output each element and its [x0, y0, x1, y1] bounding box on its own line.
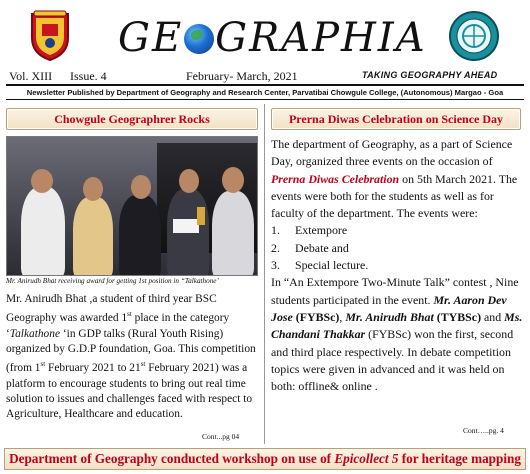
newsletter-title: GE GRAPHIA — [118, 15, 427, 61]
right-continued-note: Cont…..pg. 4 — [463, 426, 504, 435]
right-article-body: The department of Geography, as a part of Science Day, organized three events on the occasion of Prerna Diwas Celebration on 5th March 2021. The events were both for the students as well as for faculty of the department. The events were: 1. Extempore 2. Debate and 3. Special lecture. In “An Extempore Two-Minute Talk” contest , Nine students participated in the event. Mr. Aaron Dev Jose (FYBSc), Mr. Anirudh Bhat (TYBSc) and Ms. Chandani Thakkar (FYBSc) won the first, second and third place respectively. In debate competition topics were given in advanced and it was held on both: offline& online . — [271, 137, 523, 394]
footer-headline: Department of Geography conducted workshop on use of Epicollect 5 for heritage mapping — [4, 448, 526, 470]
right-section-heading: Prerna Diwas Celebration on Science Day — [271, 108, 521, 130]
events-list — [271, 222, 523, 274]
left-section-heading: Chowgule Geographrer Rocks — [6, 108, 258, 130]
photo-caption: Mr. Anirudh Bhat receiving award for getting 1st position in “Talkathone’ — [6, 277, 219, 285]
award-photo — [6, 136, 258, 276]
globe-icon — [184, 24, 214, 54]
list-item: 1. Extempore — [271, 223, 348, 238]
college-crest-logo — [28, 10, 72, 62]
left-continued-note: Cont...pg 04 — [202, 432, 240, 441]
left-article-body: Mr. Anirudh Bhat ,a student of third year BSC Geography was awarded 1st place in the category ‘Talkathone ‘in GDP talks (Rural Youth Rising) organized by G.D.P foundation, Goa. This competition (from 1st February 2021 to 21st February 2021) was a platform to encourage students to bring out real time solution to issues and challenges faced with respect to Agriculture, Healthcare and education. — [6, 293, 256, 421]
department-seal-logo — [448, 10, 500, 62]
issue-date: February- March, 2021 — [186, 69, 298, 83]
issue-label: Issue. 4 — [70, 69, 107, 83]
volume-label: Vol. XIII — [9, 69, 53, 83]
list-item: 3. Special lecture. — [271, 258, 369, 273]
tagline: TAKING GEOGRAPHY AHEAD — [362, 70, 498, 80]
column-divider — [264, 104, 265, 444]
list-item: 2. Debate and — [271, 240, 349, 255]
publisher-line: Newsletter Published by Department of Geography and Research Center, Parvatibai Chowgule College, (Autonomous) Margao - Goa — [6, 84, 524, 100]
